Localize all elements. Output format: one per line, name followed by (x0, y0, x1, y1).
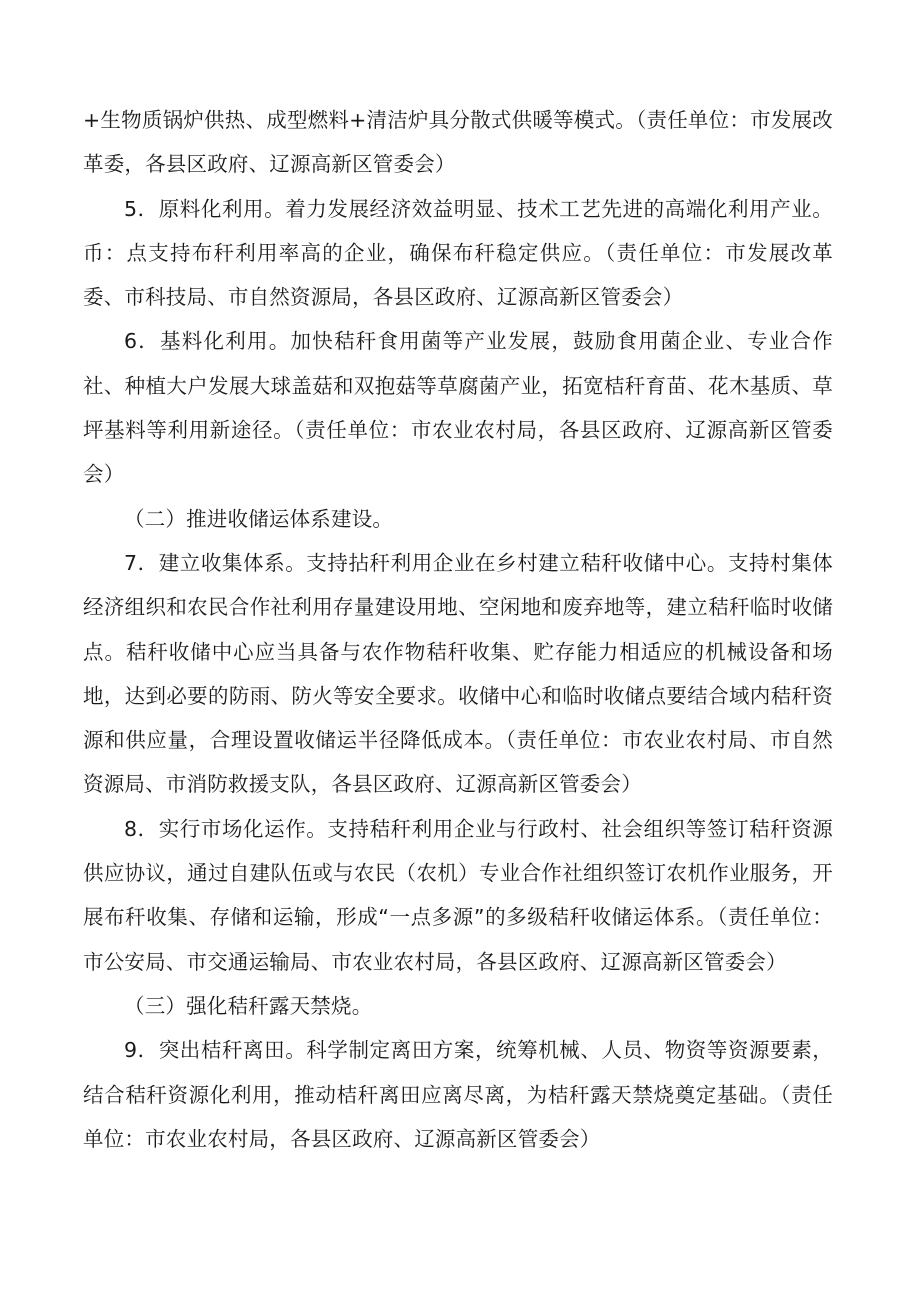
paragraph-item-8: 8．实行市场化运作。支持秸秆利用企业与行政村、社会组织等签订秸秆资源供应协议，通过自建队伍或与农民（农机）专业合作社组织签订农机作业服务，开展布秆收集、存储和运输，形成“一点多源”的多级秸秆收储运体系。（责任单位：市公安局、市交通运输局、市农业农村局，各县区政府、辽源高新区管委会） (83, 816, 833, 974)
paragraph-item-5: 5．原料化利用。着力发展经济效益明显、技术工艺先进的高端化利用产业。币：点支持布秆利用率高的企业，确保布秆稳定供应。（责任单位：市发展改革委、市科技局、市自然资源局，各县区政府、辽源高新区管委会） (83, 196, 833, 310)
section-heading-3: （三）强化秸秆露天禁烧。 (124, 993, 373, 1018)
section-heading-2: （二）推进收储运体系建设。 (124, 506, 394, 531)
document-body (83, 98, 833, 1161)
paragraph-continuation: +生物质锅炉供热、成型燃料+清洁炉具分散式供暖等模式。（责任单位：市发展改革委，各县区政府、辽源高新区管委会） (83, 108, 833, 177)
paragraph-item-7: 7．建立收集体系。支持拈秆利用企业在乡村建立秸秆收储中心。支持村集体经济组织和农民合作社利用存量建设用地、空闲地和废弃地等，建立秸秆临时收储点。秸秆收储中心应当具备与农作物秸秆收集、贮存能力相适应的机械设备和场地，达到必要的防雨、防火等安全要求。收储中心和临时收储点要结合域内秸秆资源和供应量，合理设置收储运半径降低成本。（责任单位：市农业农村局、市自然资源局、市消防救援支队，各县区政府、辽源高新区管委会） (83, 550, 833, 797)
paragraph-item-9: 9．突出桔秆离田。科学制定离田方案，统筹机械、人员、物资等资源要素，结合秸秆资源化利用，推动桔秆离田应离尽离，为桔秆露天禁烧奠定基础。（责任单位：市农业农村局，各县区政府、辽源高新区管委会） (83, 1038, 833, 1151)
paragraph-item-6: 6．基料化利用。加快秸秆食用菌等产业发展，鼓励食用菌企业、专业合作社、种植大户发展大球盖菇和双抱菇等草腐菌产业，拓宽桔秆育苗、花木基质、草坪基料等利用新途径。（责任单位：市农业农村局，各县区政府、辽源高新区管委会） (83, 329, 833, 487)
